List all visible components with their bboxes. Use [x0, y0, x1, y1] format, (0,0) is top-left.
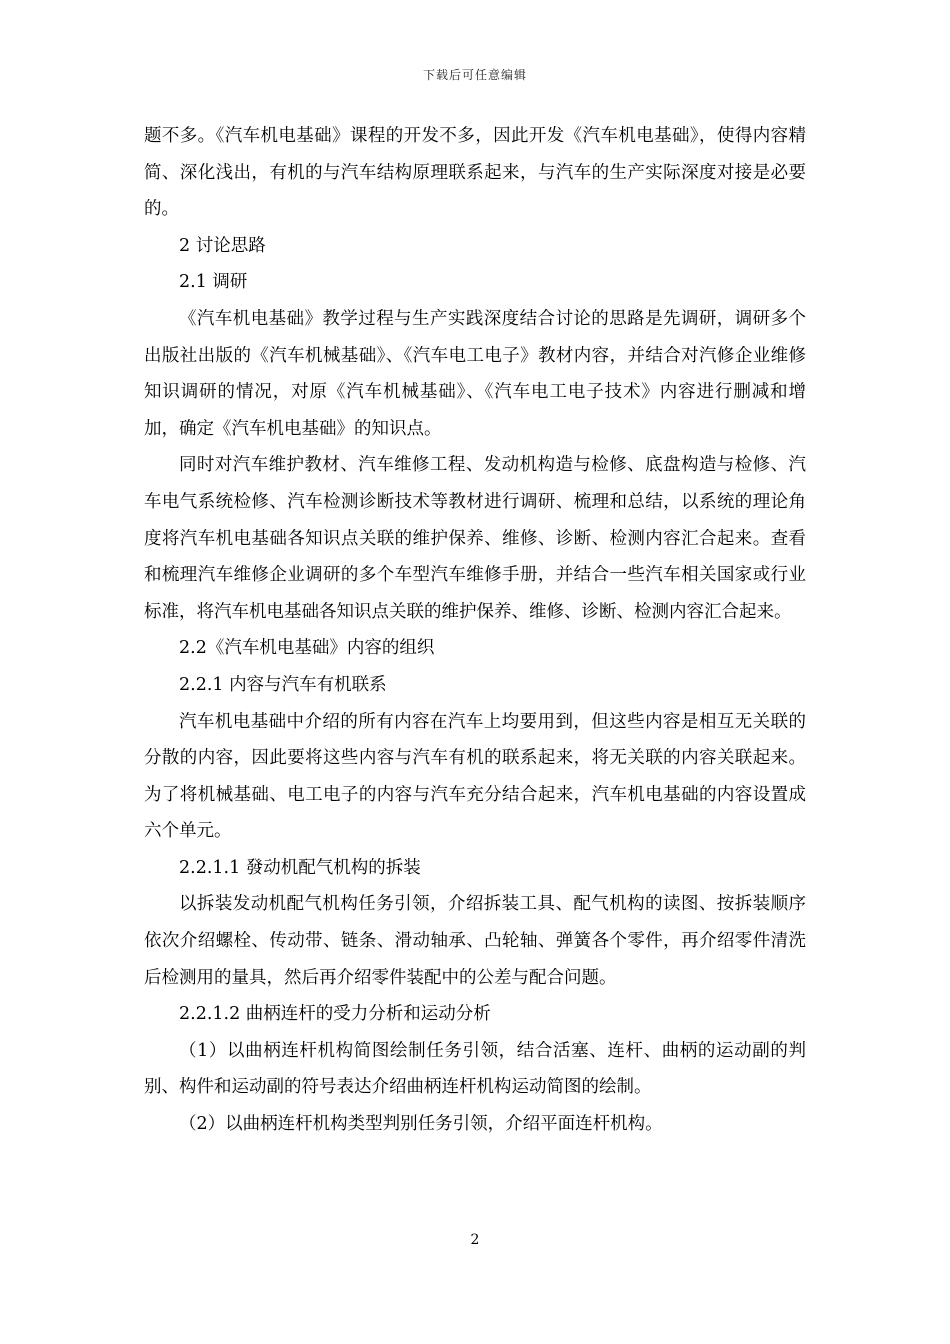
list-item-2: （2）以曲柄连杆机构类型判别任务引领，介绍平面连杆机构。 [179, 1114, 663, 1135]
section-heading-2-2-1-2: 2.2.1.2 曲柄连杆的受力分析和运动分析 [179, 1004, 491, 1025]
paragraph: 同时对汽车维护教材、汽车维修工程、发动机构造与检修、底盘构造与检修、汽车电气系统检修、汽车检测诊断技术等教材进行调研、梳理和总结，以系统的理论角度将汽车机电基础各知识点关联的维护保养、维修、诊断、检测内容汇合起来。查看和梳理汽车维修企业调研的多个车型汽车维修手册，并结合一些汽车相关国家或行业标准，将汽车机电基础各知识点关联的维护保养、维修、诊断、检测内容汇合起来。 [144, 455, 806, 622]
paragraph: 汽车机电基础中介绍的所有内容在汽车上均要用到，但这些内容是相互无关联的分散的内容，因此要将这些内容与汽车有机的联系起来，将无关联的内容关联起来。为了将机械基础、电工电子的内容与汽车充分结合起来，汽车机电基础的内容设置成六个单元。 [144, 711, 806, 842]
section-heading-2-2-1: 2.2.1 内容与汽车有机联系 [179, 674, 387, 695]
section-heading-2-2: 2.2《汽车机电基础》内容的组织 [179, 638, 435, 659]
list-item-1: （1）以曲柄连杆机构简图绘制任务引领，结合活塞、连杆、曲柄的运动副的判别、构件和运动副的符号表达介绍曲柄连杆机构运动简图的绘制。 [144, 1040, 806, 1098]
document-body [144, 118, 806, 1143]
paragraph: 《汽车机电基础》教学过程与生产实践深度结合讨论的思路是先调研，调研多个出版社出版的《汽车机械基础》、《汽车电工电子》教材内容，并结合对汽修企业维修知识调研的情况，对原《汽车机械基础》、《汽车电工电子技术》内容进行删减和增加，确定《汽车机电基础》的知识点。 [144, 308, 806, 439]
page-number: 2 [470, 1232, 480, 1248]
section-heading-2: 2 讨论思路 [179, 235, 266, 256]
section-heading-2-1: 2.1 调研 [179, 272, 248, 293]
section-heading-2-2-1-1: 2.2.1.1 發动机配气机构的拆装 [179, 857, 421, 878]
page-header: 下载后可任意编辑 [422, 68, 527, 82]
paragraph: 以拆装发动机配气机构任务引领，介绍拆装工具、配气机构的读图、按拆装顺序依次介绍螺栓、传动带、链条、滑动轴承、凸轮轴、弹簧各个零件，再介绍零件清洗后检测用的量具，然后再介绍零件装配中的公差与配合问题。 [144, 894, 806, 988]
paragraph-continuation: 题不多。《汽车机电基础》课程的开发不多，因此开发《汽车机电基础》，使得内容精简、深化浅出，有机的与汽车结构原理联系起来，与汽车的生产实际深度对接是必要的。 [144, 126, 806, 220]
